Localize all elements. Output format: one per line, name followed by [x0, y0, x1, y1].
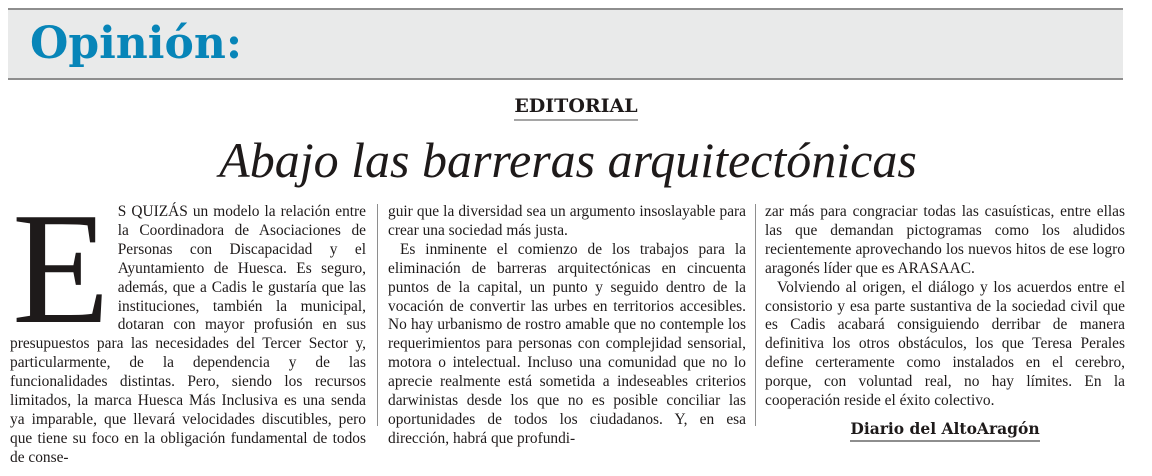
paragraph: zar más para congraciar todas las casuísticas, entre ellas las que demandan pictogramas como los aludidos recientemente aprovechando los nuevos hitos de ese logro aragonés líder que es ARASAAC. — [765, 203, 1125, 277]
signature — [765, 419, 1125, 442]
paragraph: Es inminente el comienzo de los trabajos para la eliminación de barreras arquitectónicas en cincuenta puntos de la capital, un punto y seguido dentro de la vocación de convertir las urbes en territorios accesibles. No hay urbanismo de rostro amable que no contemple los requerimientos para personas con complejidad sensorial, motora o intelectual. Incluso una comunidad que no lo aprecie realmente está sometida a indeseables criterios darwinistas desde los que no es posible conciliar las oportunidades de todos los ciudadanos. Y, en esa dirección, habrá que profundi- — [388, 240, 746, 447]
section-title: Opinión: — [30, 18, 243, 69]
article-column-2 — [388, 203, 746, 449]
kicker — [0, 94, 1152, 121]
kicker-label: EDITORIAL — [514, 94, 637, 121]
headline: Abajo las barreras arquitectónicas — [219, 132, 917, 188]
article-column-1 — [10, 179, 366, 468]
paragraph: Volviendo al origen, el diálogo y los acuerdos entre el consistorio y esa parte sustantiva de la sociedad civil que es Cadis acabará consiguiendo derribar de manera definitiva los otros obstáculos, los que Teresa Perales define certeramente como instalados en el cerebro, porque, con voluntad real, no hay límites. En la cooperación reside el éxito colectivo. — [765, 278, 1125, 410]
signature-label: Diario del AltoAragón — [850, 419, 1039, 442]
paragraph: S QUIZÁS un modelo la relación entre la Coordinadora de Asociaciones de Personas con Discapacidad y el Ayuntamiento de Huesca. Es seguro, además, que a Cadis le gustaría que las instituciones, también la municipal, dotaran con mayor profusión en sus presupuestos para las necesidades del Tercer Sector y, particularmente, de la dependencia y de las funcionalidades distintas. Pero, siendo los recursos limitados, la marca Huesca Más Inclusiva es una senda ya imparable, que llevará velocidades discutibles, pero que tiene su foco en la obligación fundamental de todos de conse- — [10, 203, 366, 466]
section-header-band — [8, 8, 1123, 80]
column-divider — [377, 204, 378, 426]
article-column-3 — [765, 203, 1125, 442]
paragraph: guir que la diversidad sea un argumento insoslayable para crear una sociedad más justa. — [388, 203, 746, 239]
drop-cap: E — [12, 179, 110, 357]
column-divider — [755, 204, 756, 426]
